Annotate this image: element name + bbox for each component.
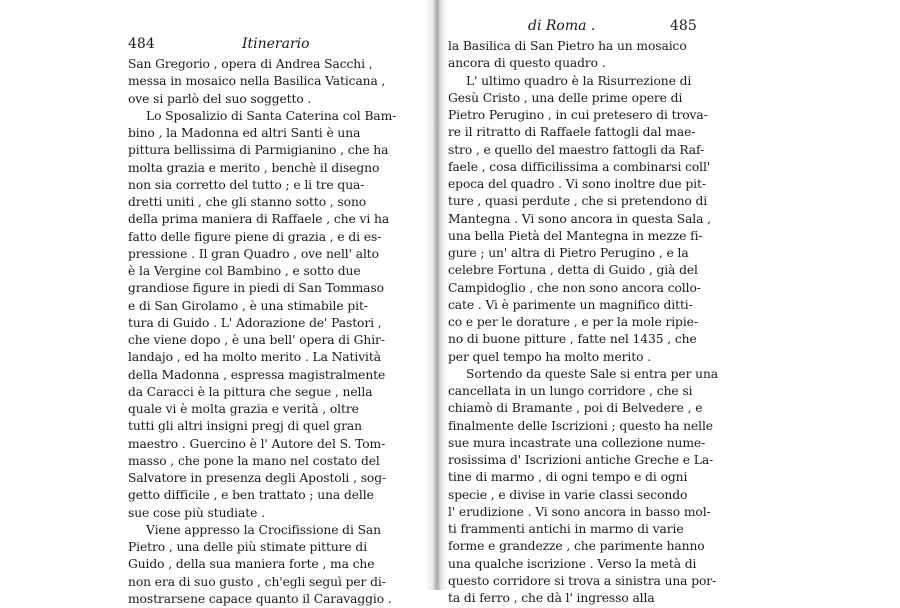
text-line: è la Vergine col Bambino , e sotto due <box>128 264 361 278</box>
text-line: mostrarsene capace quanto il Caravaggio . <box>128 591 392 606</box>
text-line: San Gregorio , opera di Andrea Sacchi , <box>128 57 373 71</box>
text-line: tura di Guido . L' Adorazione de' Pastori , <box>128 315 382 330</box>
text-line: ta di ferro , che dà l' ingresso alla <box>448 591 655 605</box>
text-line: faele , cosa difficilissima a combinarsi coll' <box>448 159 711 174</box>
text-line: l' erudizione . Vi sono ancora in basso mol- <box>448 504 711 519</box>
text-line: landajo , ed ha molto merito . La Natività <box>128 350 381 365</box>
text-line: sue cose più studiate . <box>128 505 265 520</box>
text-line: bino , la Madonna ed altri Santi è una <box>128 126 361 140</box>
text-line: Pietro , una delle più stimate pitture di <box>128 540 368 554</box>
text-line: Guido , della sua maniera forte , ma che <box>128 557 375 572</box>
text-line: Lo Sposalizio di Santa Caterina col Bam- <box>146 108 397 123</box>
text-line: tutti gli altri insigni pregj di quel gran <box>128 419 362 434</box>
page-number: 484 <box>128 36 155 52</box>
text-line: dretti uniti , che gli stanno sotto , sono <box>128 195 367 209</box>
running-head: Itinerario <box>242 36 310 52</box>
text-line: no di buone pitture , fatte nel 1435 , che <box>448 332 697 347</box>
text-line: quale vi è molta grazia e verità , oltre <box>128 402 359 416</box>
text-line: messa in mosaico nella Basilica Vaticana , <box>128 74 386 89</box>
text-line: sue mura incastrate una collezione nume- <box>448 435 706 450</box>
text-line: epoca del quadro . Vi sono inoltre due pit- <box>448 177 706 191</box>
text-line: la Basilica di San Pietro ha un mosaico <box>448 39 687 53</box>
text-line: fatto delle figure piene di grazia , e di es- <box>128 229 382 244</box>
text-line: e di San Girolamo , è una stimabile pit- <box>128 298 368 313</box>
text-line: una bella Pietà del Mantegna in mezze fi- <box>448 228 703 243</box>
text-line: Salvatore in presenza degli Apostoli , sog- <box>128 471 387 485</box>
text-line: Campidoglio , che non sono ancora collo- <box>448 280 701 295</box>
text-line: da Caracci è la pittura che segue , nella <box>128 384 373 399</box>
text-line: Sortendo da queste Sale si entra per una <box>466 366 719 381</box>
text-line: L' ultimo quadro è la Risurrezione di <box>466 73 692 88</box>
text-line: pittura bellissima di Parmigianino , che ha <box>128 143 389 158</box>
text-line: ture , quasi perdute , che si pretendono di <box>448 194 708 209</box>
text-line: non sia corretto del tutto ; e li tre qua- <box>128 177 365 192</box>
text-line: grandiose figure in piedi di San Tommaso <box>128 281 384 296</box>
text-line: cate . Vi è parimente un magnifico ditti- <box>448 297 693 312</box>
page-number: 485 <box>670 18 697 34</box>
book-gutter <box>425 0 447 590</box>
text-line: cancellata in un lungo corridore , che si <box>448 384 693 398</box>
text-line: forme e grandezze , che parimente hanno <box>448 539 705 554</box>
text-line: non era di suo gusto , ch'egli seguì per di- <box>128 574 386 589</box>
text-line: ove si parlò del suo soggetto . <box>128 91 312 106</box>
text-line: Gesù Cristo , una delle prime opere di <box>448 90 683 105</box>
text-line: che viene dopo , è una bell' opera di Ghir- <box>128 333 385 347</box>
text-line: chiamò di Bramante , poi di Belvedere , e <box>448 401 703 416</box>
text-line: getto difficile , e ben trattato ; una delle <box>128 488 374 503</box>
text-line: masso , che pone la mano nel costato del <box>128 453 380 468</box>
text-line: Mantegna . Vi sono ancora in questa Sala , <box>448 211 711 226</box>
text-line: della Madonna , espressa magistralmente <box>128 367 386 382</box>
text-line: ancora di questo quadro . <box>448 56 606 71</box>
left-page-text <box>128 56 396 608</box>
text-line: ti frammenti antichi in marmo di varie <box>448 522 684 536</box>
running-head: di Roma . <box>528 18 596 34</box>
text-line: celebre Fortuna , detta di Guido , già del <box>448 263 698 278</box>
text-line: rosissima d' Iscrizioni antiche Greche e La- <box>448 453 714 467</box>
text-line: tine di marmo , di ogni tempo e di ogni <box>448 470 688 485</box>
text-line: Viene appresso la Crocifissione di San <box>146 522 381 537</box>
text-line: della prima maniera di Raffaele , che vi ha <box>128 212 390 227</box>
text-line: molta grazia e merito , benchè il disegno <box>128 160 380 175</box>
text-line: pressione . Il gran Quadro , ove nell' alto <box>128 246 379 261</box>
text-line: gure ; un' altra di Pietro Perugino , e la <box>448 246 689 260</box>
text-line: re il ritratto di Raffaele fattogli dal mae- <box>448 125 696 140</box>
text-line: finalmente delle Iscrizioni ; questo ha nelle <box>448 418 713 433</box>
text-line: questo corridore si trova a sinistra una por- <box>448 573 717 588</box>
text-line: per quel tempo ha molto merito . <box>448 349 652 364</box>
text-line: stro , e quello del maestro fattogli da Raf- <box>448 142 705 157</box>
right-page-text <box>448 38 718 607</box>
text-line: specie , e divise in varie classi secondo <box>448 487 688 502</box>
text-line: maestro . Guercino è l' Autore del S. Tom- <box>128 436 386 451</box>
text-line: co e per le dorature , e per la mole ripie- <box>448 315 698 329</box>
text-line: una qualche iscrizione . Verso la metà di <box>448 556 697 571</box>
text-line: Pietro Perugino , in cui pretesero di trova- <box>448 108 708 122</box>
